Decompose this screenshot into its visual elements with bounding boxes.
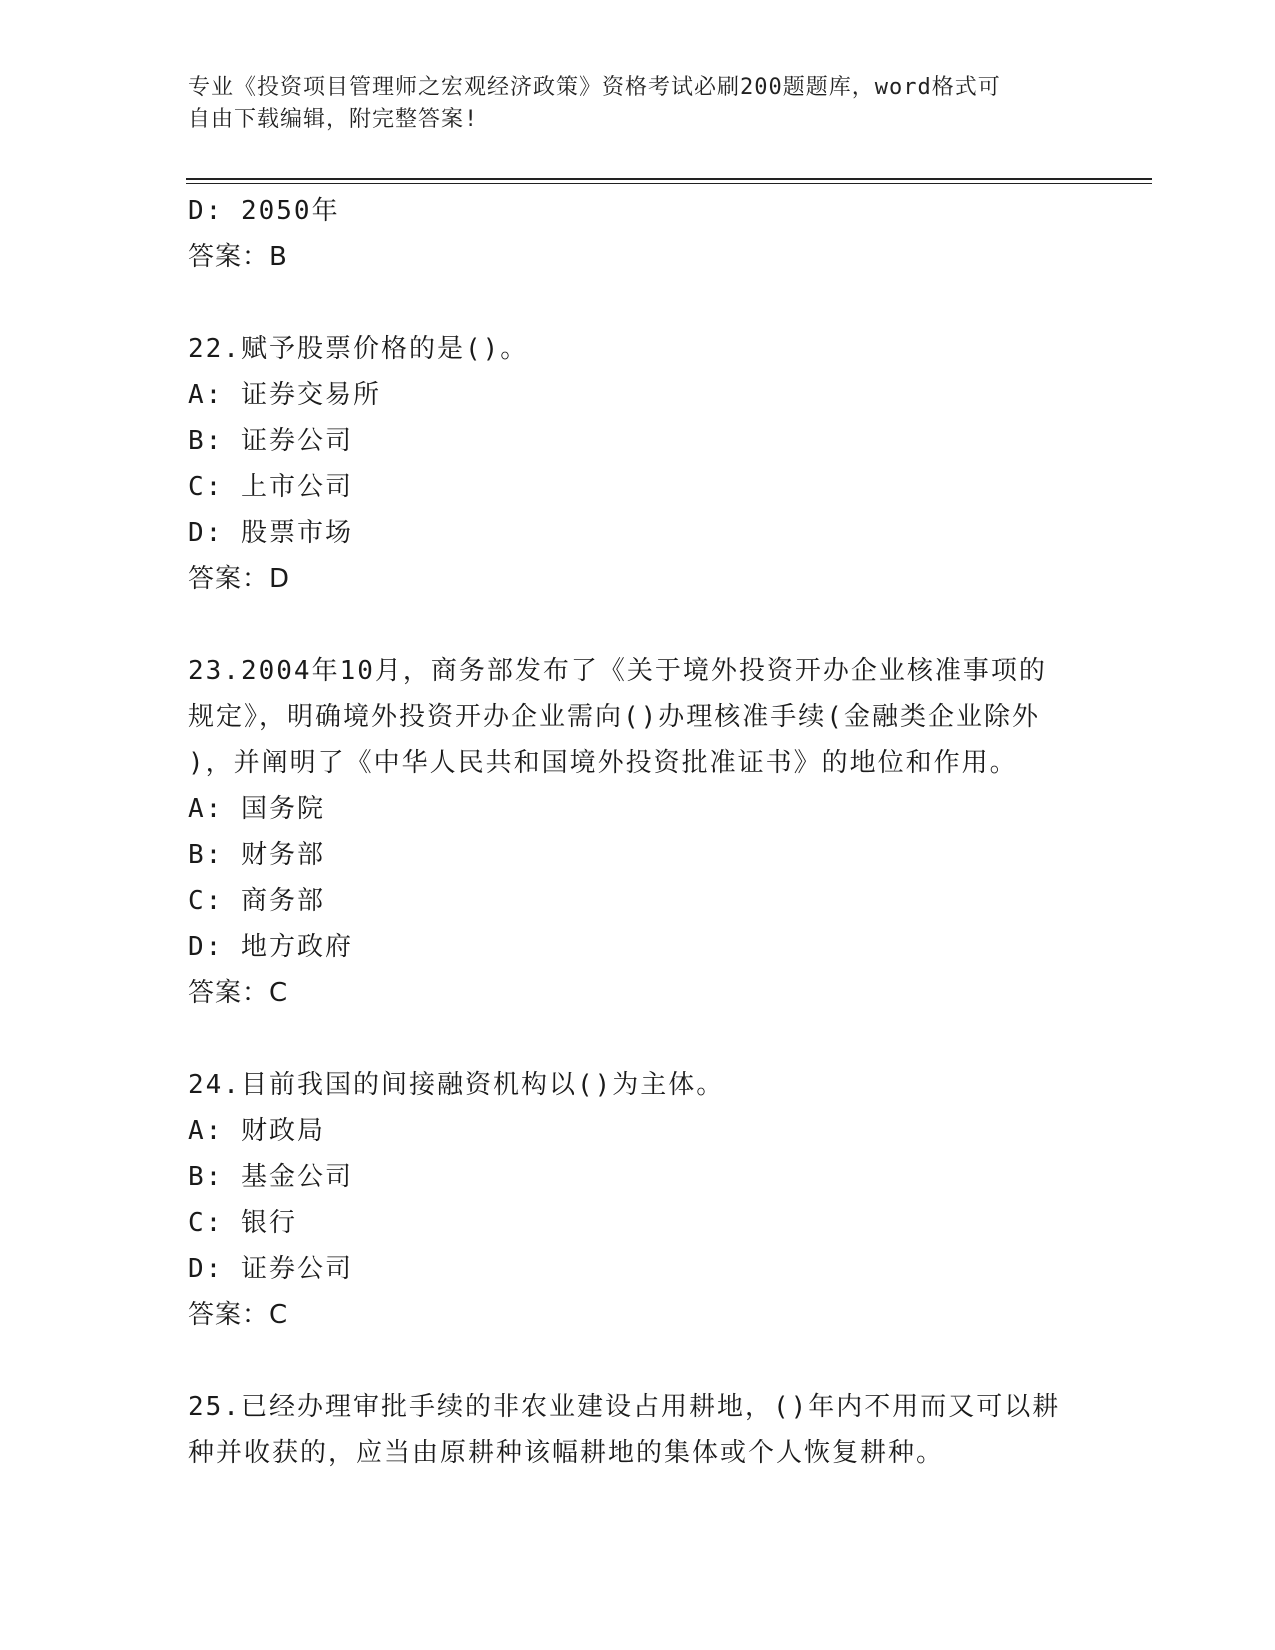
question-text-line-2: 种并收获的，应当由原耕种该幅耕地的集体或个人恢复耕种。 <box>188 1438 945 1468</box>
question-23 <box>188 648 1088 1016</box>
header-line-1: 专业《投资项目管理师之宏观经济政策》资格考试必刷200题题库，word格式可 <box>188 75 1001 100</box>
option-d: D: 股票市场 <box>188 518 353 548</box>
answer: 答案：C <box>188 1300 289 1330</box>
page-header <box>188 72 1068 136</box>
question-text: 22.赋予股票价格的是()。 <box>188 334 529 364</box>
answer-21: 答案：B <box>188 242 288 272</box>
question-text-line-1: 25.已经办理审批手续的非农业建设占用耕地，()年内不用而又可以耕 <box>188 1392 1061 1422</box>
option-a: A: 财政局 <box>188 1116 325 1146</box>
option-c: C: 商务部 <box>188 886 325 916</box>
question-22 <box>188 326 1088 602</box>
question-text: 24.目前我国的间接融资机构以()为主体。 <box>188 1070 725 1100</box>
header-divider <box>186 178 1152 180</box>
option-b: B: 证券公司 <box>188 426 353 456</box>
option-b: B: 基金公司 <box>188 1162 353 1192</box>
question-text-line-3: )，并阐明了《中华人民共和国境外投资批准证书》的地位和作用。 <box>188 748 1018 778</box>
question-25 <box>188 1384 1088 1476</box>
option-b: B: 财务部 <box>188 840 325 870</box>
option-c: C: 上市公司 <box>188 472 353 502</box>
option-d: D: 地方政府 <box>188 932 353 962</box>
question-text-line-2: 规定》，明确境外投资开办企业需向()办理核准手续(金融类企业除外 <box>188 702 1040 732</box>
header-divider-thin <box>186 183 1152 184</box>
option-c: C: 银行 <box>188 1208 297 1238</box>
document-body <box>188 188 1088 1476</box>
option-d: D: 2050年 <box>188 196 340 226</box>
question-24 <box>188 1062 1088 1338</box>
question-text-line-1: 23.2004年10月，商务部发布了《关于境外投资开办企业核准事项的 <box>188 656 1047 686</box>
answer: 答案：C <box>188 978 289 1008</box>
option-a: A: 国务院 <box>188 794 325 824</box>
option-d: D: 证券公司 <box>188 1254 353 1284</box>
answer: 答案：D <box>188 564 291 594</box>
header-line-2: 自由下载编辑，附完整答案! <box>188 107 479 132</box>
option-a: A: 证券交易所 <box>188 380 381 410</box>
